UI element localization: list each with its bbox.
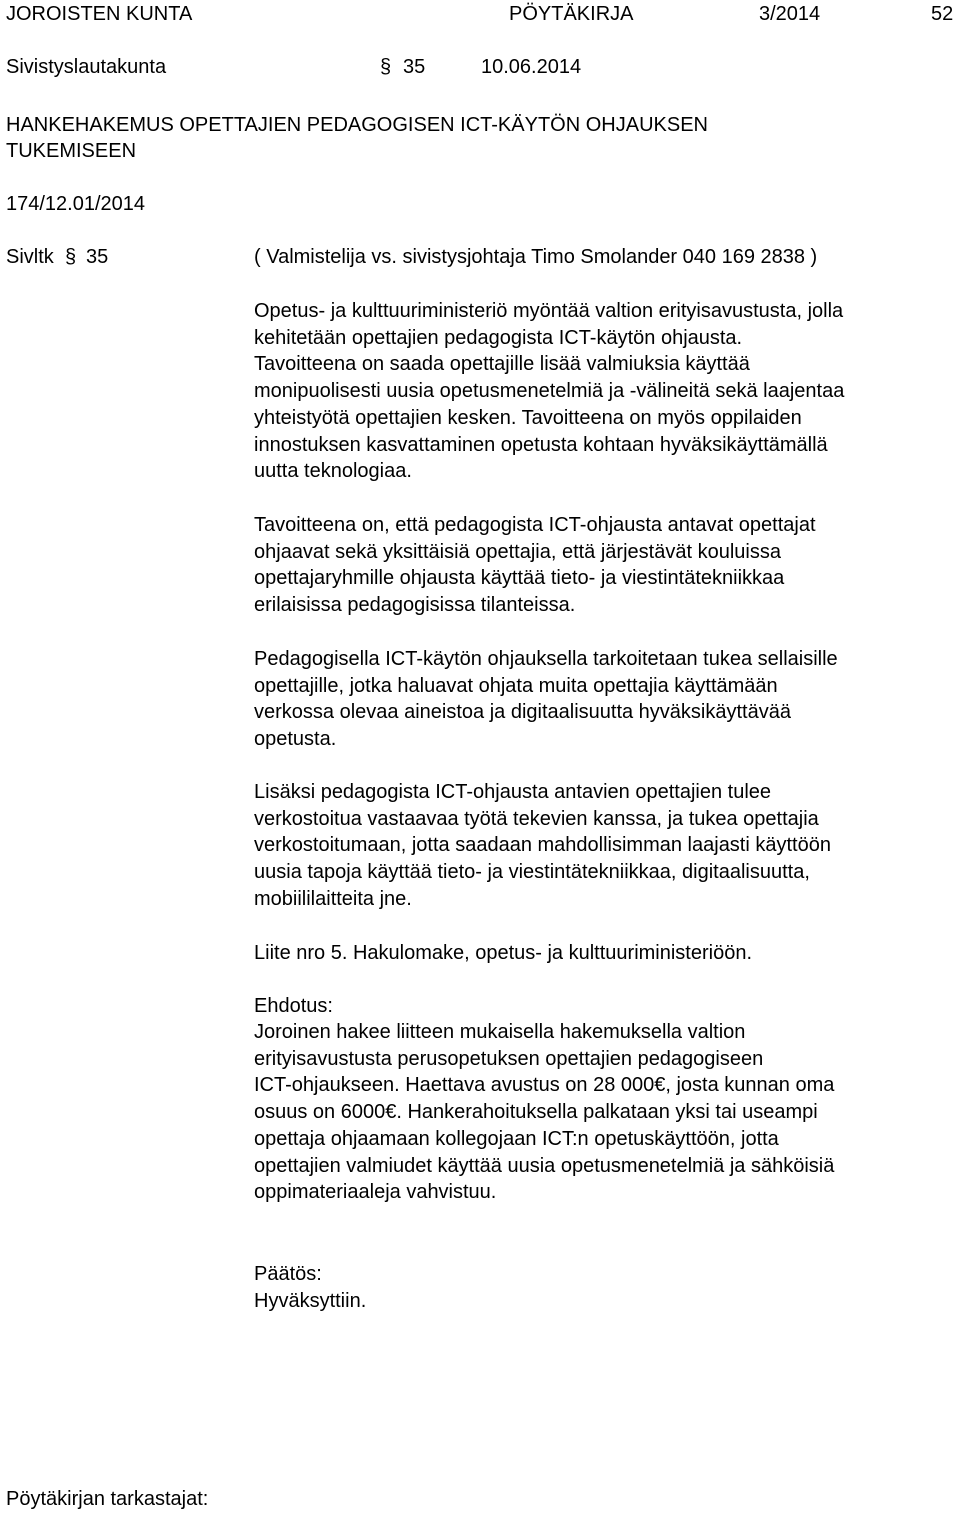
paragraph-networking: Lisäksi pedagogista ICT-ohjausta antavien opettajien tulee verkostoitua vastaavaa työtä tekevien kanssa, ja tukea opettajia verkostoitumaan, jotta saadaan mahdollisimman laajasti käyttöön uusia tapoja käyttää tieto- ja viestintätekniikkaa, digitaalisuutta, mobiililaitteita jne. [254, 781, 831, 910]
section-symbol: § [380, 56, 392, 78]
decision-label: Päätös: [254, 1263, 322, 1285]
paragraph-goals: Tavoitteena on, että pedagogista ICT-ohjausta antavat opettajat ohjaavat sekä yksittäisiä opettajia, että järjestävät kouluissa opettajaryhmille ohjausta käyttää tieto- ja viestintätekniikkaa erilaisissa pedagogisissa tilanteissa. [254, 514, 816, 617]
title-line-2: TUKEMISEEN [6, 140, 137, 162]
section-number: 35 [403, 56, 426, 78]
board-name: Sivistyslautakunta [6, 56, 167, 78]
decision-text: Hyväksyttiin. [254, 1290, 367, 1312]
proposal-label: Ehdotus: [254, 995, 333, 1017]
section-ref-number: 35 [86, 246, 109, 268]
title-line-1: HANKEHAKEMUS OPETTAJIEN PEDAGOGISEN ICT-KÄYTÖN OHJAUKSEN [6, 114, 708, 136]
reviewers-label: Pöytäkirjan tarkastajat: [6, 1488, 209, 1510]
section-ref-symbol: § [65, 246, 77, 268]
meeting-date: 10.06.2014 [481, 56, 582, 78]
proposal-text: Joroinen hakee liitteen mukaisella hakemuksella valtion erityisavustusta perusopetuksen opettajien pedagogiseen ICT-ohjaukseen. Haettava avustus on 28 000€, josta kunnan oma osuus on 6000€. Hankerahoituksella palkataan yksi tai useampi opettaja ohjaamaan kollegojaan ICT:n opetuskäyttöön, jotta opettajien valmiudet käyttää uusia opetusmenetelmiä ja sähköisiä oppimateriaaleja vahvistuu. [254, 1021, 835, 1204]
paragraph-definition: Pedagogisella ICT-käytön ohjauksella tarkoitetaan tukea sellaisille opettajille, jotka haluavat ohjata muita opettajia käyttämään verkossa olevaa aineistoa ja digitaalisuutta hyväksikäyttävää opetusta. [254, 648, 838, 751]
reference-number: 174/12.01/2014 [6, 193, 146, 215]
preparer-line: ( Valmistelija vs. sivistysjohtaja Timo Smolander 040 169 2838 ) [254, 246, 818, 268]
section-ref-label: Sivltk [6, 246, 54, 268]
document-type: PÖYTÄKIRJA [509, 3, 634, 25]
paragraph-intro: Opetus- ja kulttuuriministeriö myöntää valtion erityisavustusta, jolla kehitetään opettajien pedagogista ICT-käytön ohjausta. Tavoitteena on saada opettajille lisää valmiuksia käyttää monipuolisesti uusia opetusmenetelmiä ja -välineitä sekä laajentaa yhteistyötä opettajien kesken. Tavoitteena on myös oppilaiden innostuksen kasvattaminen opetusta kohtaan hyväksikäyttämällä uutta teknologiaa. [254, 300, 845, 483]
municipality-name: JOROISTEN KUNTA [6, 3, 193, 25]
document-number: 3/2014 [759, 3, 821, 25]
paragraph-attachment: Liite nro 5. Hakulomake, opetus- ja kulttuuriministeriöön. [254, 942, 753, 964]
page-number: 52 [931, 3, 954, 25]
